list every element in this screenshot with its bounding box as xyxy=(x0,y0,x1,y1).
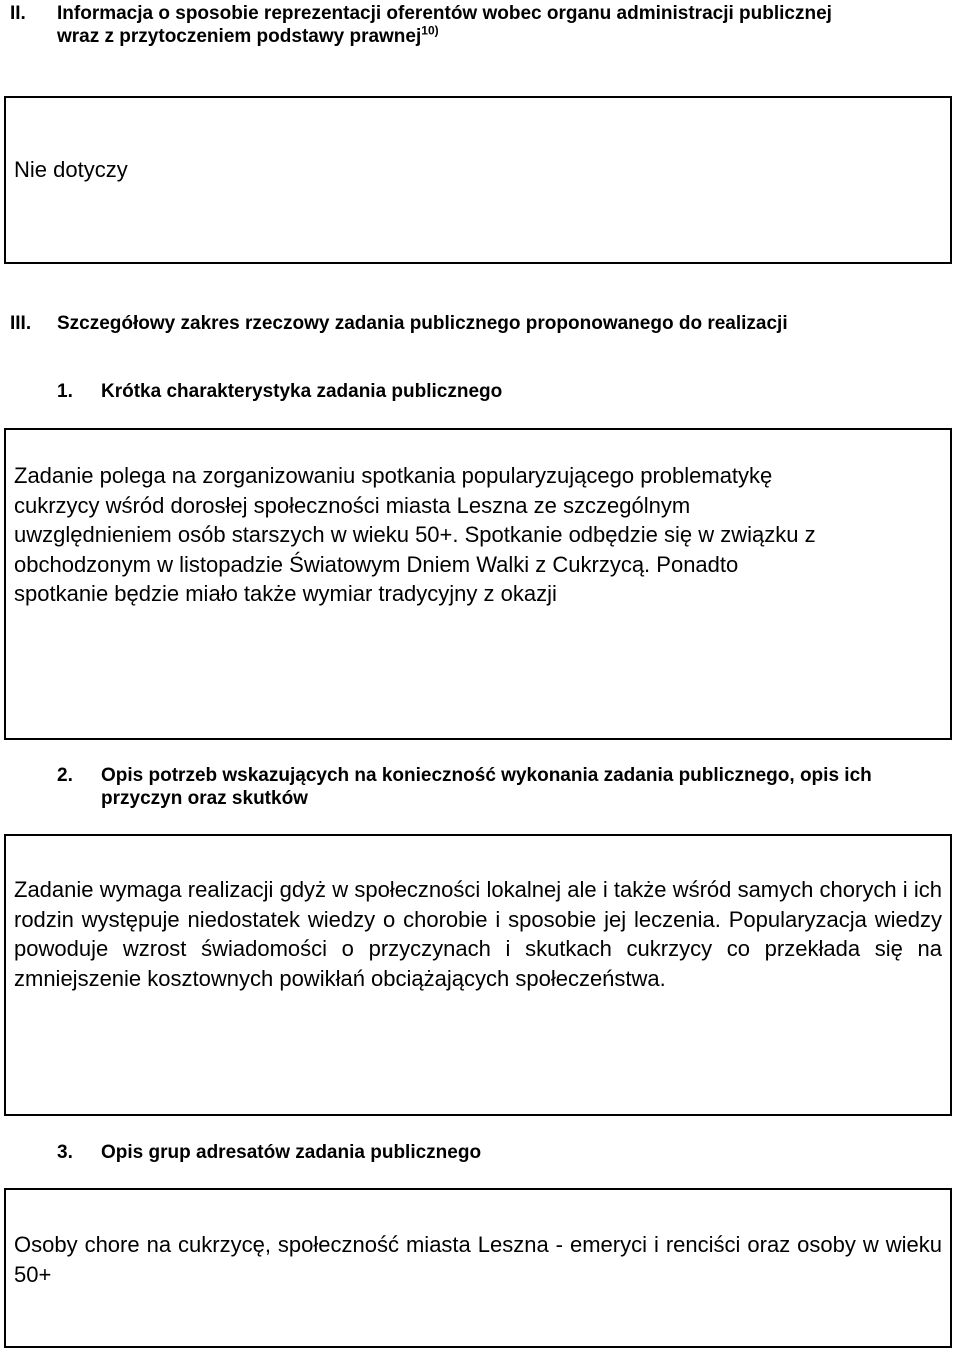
task-description-line: uwzględnieniem osób starszych w wieku 50+. Spotkanie odbędzie się w związku z xyxy=(14,522,816,547)
footnote-ref: 10) xyxy=(421,23,439,38)
task-description-line: spotkanie będzie miało także wymiar tradycyjny z okazji xyxy=(14,581,557,606)
section-ii-number: II. xyxy=(10,3,26,24)
needs-description-text: Zadanie wymaga realizacji gdyż w społeczności lokalnej ale i także wśród samych chorych i ich rodzin występuje niedostatek wiedzy o chorobie i sposobie jej leczenia. Popularyzacja wiedzy powoduje wzrost świadomości o przyczynach i skutkach cukrzycy co przekłada się na zmniejszenie kosztownych powikłań obciążających społeczeństwa. xyxy=(14,877,942,991)
task-description-box[interactable] xyxy=(4,428,952,740)
item1-title: Krótka charakterystyka zadania publicznego xyxy=(101,381,503,402)
item2-heading xyxy=(57,764,957,812)
item1-heading xyxy=(57,380,947,404)
item3-number: 3. xyxy=(57,1142,73,1163)
task-description-line: Zadanie polega na zorganizowaniu spotkania popularyzującego problematykę xyxy=(14,463,773,488)
target-groups-text: Osoby chore na cukrzycę, społeczność miasta Leszna - emeryci i renciści oraz osoby w wieku 50+ xyxy=(14,1232,942,1287)
target-groups-box[interactable] xyxy=(4,1188,952,1348)
representation-box[interactable] xyxy=(4,96,952,264)
task-description-line: obchodzonym w listopadzie Światowym Dniem Walki z Cukrzycą. Ponadto xyxy=(14,551,739,577)
task-description-text xyxy=(14,461,942,609)
section-iii-number: III. xyxy=(10,313,32,334)
section-ii-title xyxy=(57,2,958,48)
section-ii-heading xyxy=(10,2,958,52)
item1-number: 1. xyxy=(57,381,73,402)
item3-title: Opis grup adresatów zadania publicznego xyxy=(101,1142,482,1163)
section-iii-title: Szczegółowy zakres rzeczowy zadania publicznego proponowanego do realizacji xyxy=(57,313,788,334)
item2-title-line2: przyczyn oraz skutków xyxy=(101,788,308,809)
task-description-line: cukrzycy wśród dorosłej społeczności miasta Leszna ze szczególnym xyxy=(14,492,691,518)
needs-description-box[interactable] xyxy=(4,834,952,1116)
item2-title xyxy=(101,764,957,810)
section-ii-title-line2: wraz z przytoczeniem podstawy prawnej xyxy=(57,26,422,47)
item3-heading xyxy=(57,1141,947,1165)
item2-number: 2. xyxy=(57,765,73,786)
section-iii-heading xyxy=(10,312,958,336)
section-ii-title-line1: Informacja o sposobie reprezentacji oferentów wobec organu administracji publicznej xyxy=(57,3,832,24)
representation-text: Nie dotyczy xyxy=(14,157,128,182)
item2-title-line1: Opis potrzeb wskazujących na konieczność wykonania zadania publicznego, opis ich xyxy=(101,765,872,786)
